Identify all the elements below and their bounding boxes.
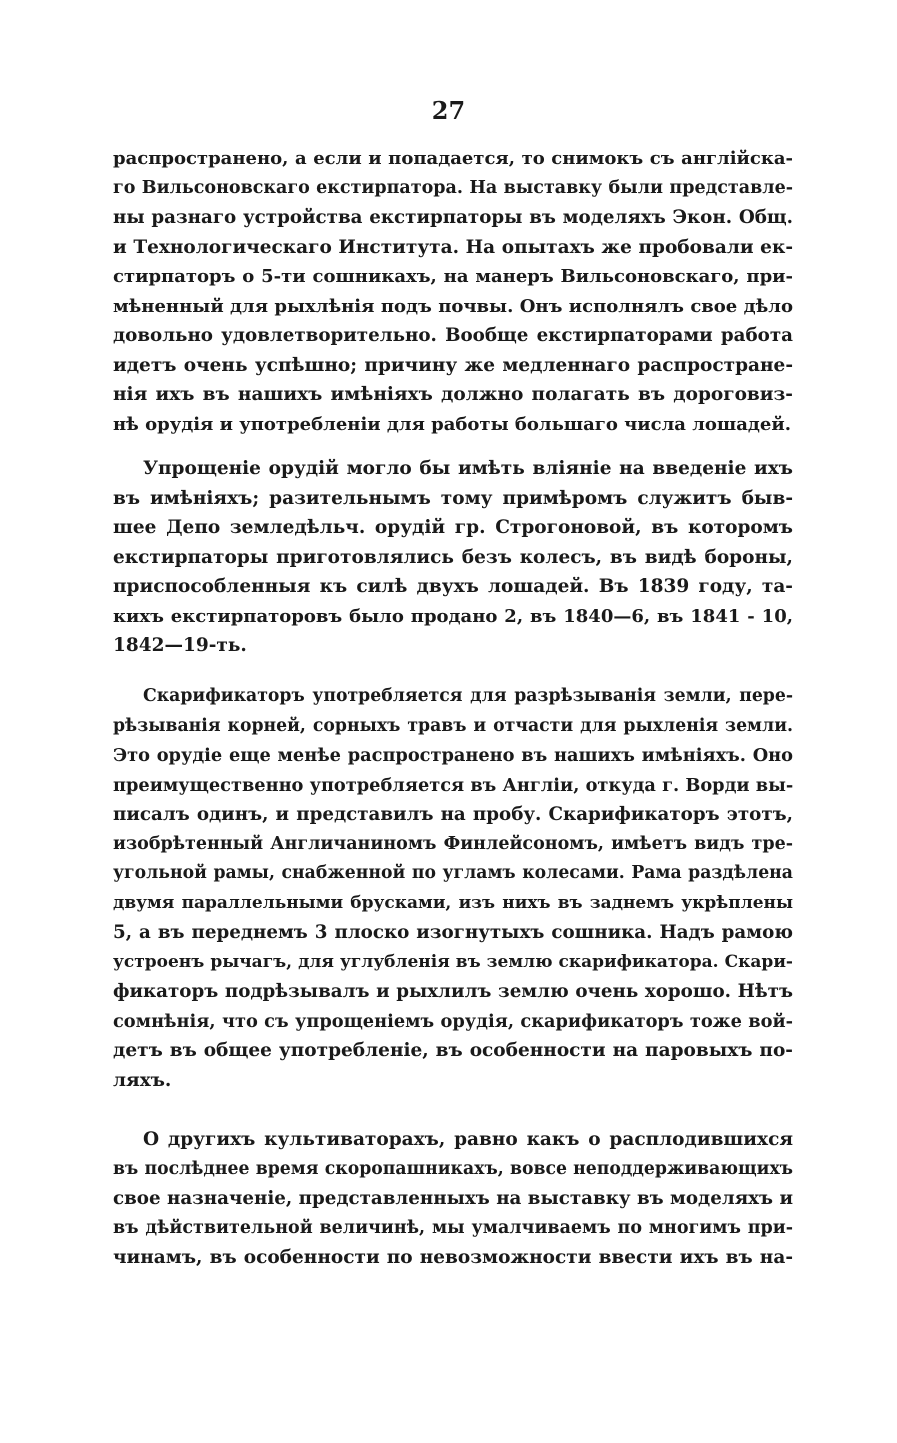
- text-line: устроенъ рычагъ, для углубленія въ землю скарификатора. Скари-: [113, 951, 793, 972]
- text-line: въ имѣніяхъ; разительнымъ тому примѣромъ служитъ быв-: [113, 487, 793, 509]
- text-line: 1842—19-ть.: [113, 635, 247, 656]
- text-line: ны разнаго устройства екстирпаторы въ моделяхъ Экон. Общ.: [113, 207, 793, 228]
- text-line: 5, а въ переднемъ 3 плоско изогнутыхъ сошника. Надъ рамою: [113, 922, 793, 943]
- text-line: Упрощеніе орудій могло бы имѣть вліяніе на введеніе ихъ: [143, 458, 793, 479]
- text-line: кихъ екстирпаторовъ было продано 2, въ 1840—6, въ 1841 - 10,: [113, 605, 793, 627]
- text-line: Это орудіе еще менѣе распространено въ нашихъ имѣніяхъ. Оно: [113, 745, 793, 766]
- text-line: чинамъ, въ особенности по невозможности ввести ихъ въ на-: [113, 1247, 793, 1268]
- text-line: Скарификаторъ употребляется для разрѣзыванія земли, пере-: [143, 686, 793, 706]
- text-line: ляхъ.: [113, 1069, 172, 1091]
- text-line: писалъ одинъ, и представилъ на пробу. Скарификаторъ этотъ,: [113, 804, 793, 825]
- text-line: свое назначеніе, представленныхъ на выставку въ моделяхъ и: [113, 1188, 793, 1209]
- text-line: преимущественно употребляется въ Англіи, откуда г. Ворди вы-: [113, 774, 794, 796]
- page-number: 27: [431, 96, 466, 125]
- text-line: фикаторъ подрѣзывалъ и рыхлилъ землю очень хорошо. Нѣтъ: [113, 981, 793, 1002]
- text-line: приспособленныя къ силѣ двухъ лошадей. Въ 1839 году, та-: [113, 576, 793, 597]
- text-line: и Технологическаго Института. На опытахъ же пробовали ек-: [113, 236, 793, 258]
- text-line: довольно удовлетворительно. Вообще екстирпаторами работа: [113, 325, 793, 346]
- text-line: нѣ орудія и употребленіи для работы большаго числа лошадей.: [113, 413, 791, 435]
- text-line: угольной рамы, снабженной по угламъ колесами. Рама раздѣлена: [113, 863, 793, 883]
- text-line: въ послѣднее время скоропашникахъ, вовсе неподдерживающихъ: [113, 1158, 793, 1179]
- text-line: екстирпаторы приготовлялись безъ колесъ, въ видѣ бороны,: [113, 546, 793, 568]
- text-line: распространено, а если и попадается, то снимокъ съ англійска-: [113, 148, 793, 169]
- paragraph-simplification: [113, 454, 793, 661]
- text-line: рѣзыванія корней, сорныхъ травъ и отчасти для рыхленія земли.: [113, 715, 793, 736]
- paragraph-scarifier: [113, 682, 793, 1095]
- text-line: мѣненный для рыхлѣнія подъ почвы. Онъ исполнялъ свое дѣло: [113, 295, 793, 317]
- text-line: въ дѣйствительной величинѣ, мы умалчиваемъ по многимъ при-: [113, 1217, 793, 1238]
- text-line: двумя параллельными брусками, изъ нихъ въ заднемъ укрѣплены: [113, 892, 793, 913]
- text-line: О другихъ культиваторахъ, равно какъ о расплодившихся: [143, 1129, 793, 1150]
- text-line: сомнѣнія, что съ упрощеніемъ орудія, скарификаторъ тоже вой-: [113, 1010, 793, 1032]
- text-line: изобрѣтенный Англичаниномъ Финлейсономъ, имѣетъ видъ тре-: [113, 833, 793, 854]
- text-line: идетъ очень успѣшно; причину же медленнаго распростране-: [113, 354, 793, 376]
- paragraph-extirpators: [113, 144, 793, 439]
- paragraph-cultivators: [113, 1125, 793, 1273]
- text-line: детъ въ общее употребленіе, въ особенности на паровыхъ по-: [113, 1040, 793, 1061]
- text-line: нія ихъ въ нашихъ имѣніяхъ должно полагать въ дороговиз-: [113, 384, 793, 405]
- text-line: стирпаторъ о 5-ти сошникахъ, на манеръ Вильсоновскаго, при-: [113, 266, 793, 287]
- text-line: шее Депо земледѣльч. орудій гр. Строгоновой, въ которомъ: [113, 517, 793, 538]
- text-line: го Вильсоновскаго екстирпатора. На выставку были представле-: [113, 177, 793, 198]
